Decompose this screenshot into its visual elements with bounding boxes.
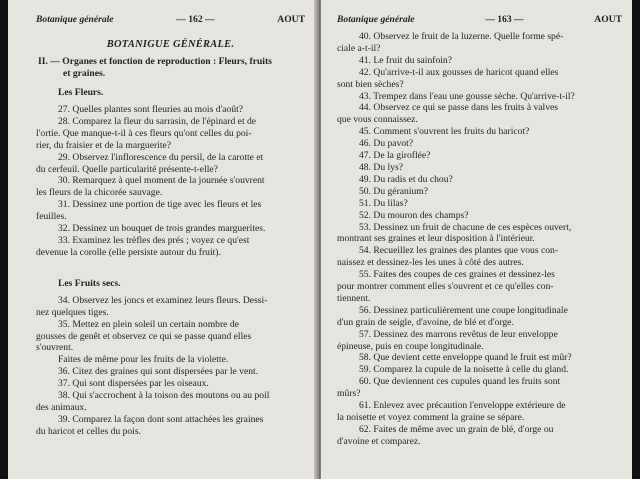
text-line: 28. Comparez la fleur du sarrasin, de l'épinard et de	[58, 115, 257, 127]
text-line: la noisette et voyez comment la graine se sépare.	[337, 412, 525, 423]
left-header-title: Botanique générale	[36, 14, 114, 25]
right-running-head	[337, 14, 622, 25]
text-line: 37. Qui sont dispersées par les oiseaux.	[58, 378, 209, 390]
section-heading-line2: et graines.	[63, 67, 106, 79]
text-line: ciale a-t-il?	[337, 42, 381, 54]
text-line: 52. Du mouron des champs?	[359, 209, 469, 221]
text-line: 61. Enlevez avec précaution l'enveloppe extérieure de	[359, 400, 566, 412]
text-line: naissez et dessinez-les les unes à côté des autres.	[337, 257, 524, 269]
text-line: 36. Citez des graines qui sont dispersées par le vent.	[58, 366, 259, 378]
flowers-questions	[36, 104, 305, 259]
text-line: 48. Du lys?	[359, 161, 403, 173]
section-heading-line1: II. — Organes et fonction de reproduction : Fleurs, fruits	[38, 56, 272, 67]
right-page	[321, 0, 632, 479]
text-line: sont bien sèches?	[337, 78, 404, 90]
text-line: pour montrer comment elles s'ouvrent et ce qu'elles con-	[337, 281, 554, 293]
text-line: 46. Du pavot?	[359, 138, 414, 150]
text-line: 54. Recueillez les graines des plantes que vous con-	[359, 245, 559, 257]
section-heading	[36, 56, 305, 79]
text-line: montrant ses graines et leur disposition à l'intérieur.	[337, 233, 535, 245]
left-page-number: — 162 —	[176, 14, 215, 25]
text-line: 50. Du géranium?	[359, 185, 429, 197]
text-line: mûrs?	[337, 388, 361, 400]
text-line: 41. Le fruit du sainfoin?	[359, 54, 452, 66]
text-line: 29. Observez l'inflorescence du persil, de la carotte et	[58, 151, 264, 163]
text-line: Faites de même pour les fruits de la violette.	[58, 354, 229, 366]
text-line: du haricot et celles du pois.	[36, 425, 141, 437]
left-header-month: AOUT	[277, 14, 305, 25]
chapter-title: BOTANIGUE GÉNÉRALE.	[106, 39, 235, 50]
text-line: tiennent.	[337, 292, 371, 304]
text-line: 47. De la giroflée?	[359, 150, 431, 162]
text-line: 60. Que deviennent ces cupules quand les fruits sont	[359, 376, 561, 388]
text-line: des animaux.	[36, 401, 87, 413]
text-line: d'un grain de seigle, d'avoine, de blé et d'orge.	[337, 316, 514, 328]
text-line: nez quelques tiges.	[36, 306, 109, 318]
text-line: 35. Mettez en plein soleil un certain nombre de	[58, 318, 239, 330]
text-line: 27. Quelles plantes sont fleuries au mois d'août?	[58, 104, 244, 115]
text-line: les fleurs de la chicorée sauvage.	[36, 187, 163, 199]
subhead-fruits: Les Fruits secs.	[58, 277, 121, 289]
right-header-title: Botanique générale	[337, 14, 415, 25]
text-line: l'ortie. Que manque-t-il à ces fleurs qu'ont celles du poi-	[36, 127, 252, 139]
text-line: 62. Faites de même avec un grain de blé, d'orge ou	[359, 423, 554, 435]
text-line: d'avoine et comparez.	[337, 435, 421, 447]
text-line: 59. Comparez la cupule de la noisette à celle du gland.	[359, 364, 569, 376]
text-line: feuilles.	[36, 211, 67, 223]
text-line: 39. Comparez la façon dont sont attachées les graines	[58, 413, 264, 425]
text-line: 43. Trempez dans l'eau une gousse sèche. Qu'arrive-t-il?	[359, 90, 575, 102]
text-line: 53. Dessinez un fruit de chacune de ces espèces ouvert,	[359, 221, 572, 233]
text-line: 33. Examinez les trèfles des prés ; voyez ce qu'est	[58, 234, 250, 246]
text-line: 30. Remarquez à quel moment de la journée s'ouvrent	[58, 175, 265, 187]
left-running-head	[36, 14, 305, 25]
text-line: 34. Observez les joncs et examinez leurs fleurs. Dessi-	[58, 294, 268, 306]
text-line: 31. Dessinez une portion de tige avec les fleurs et les	[58, 199, 262, 211]
right-questions	[337, 31, 622, 448]
text-line: 58. Que devient cette enveloppe quand le fruit est mûr?	[359, 352, 572, 364]
text-line: que vous connaissez.	[337, 114, 418, 126]
text-line: devenue la corolle (elle persiste autour du fruit).	[36, 246, 221, 258]
text-line: rier, du fraisier et de la marguerite?	[36, 139, 172, 151]
right-page-number: — 163 —	[485, 14, 524, 25]
text-line: 32. Dessinez un bouquet de trois grandes marguerites.	[58, 223, 266, 235]
left-page	[8, 0, 317, 479]
text-line: 44. Observez ce qui se passe dans les fruits à valves	[359, 102, 559, 114]
text-line: gousses de genêt et observez ce qui se passe quand elles	[36, 330, 252, 342]
text-line: épineuse, puis en coupe longitudinale.	[337, 340, 484, 352]
text-line: du cerfeuil. Quelle particularité présente-t-elle?	[36, 163, 218, 175]
text-line: 38. Qui s'accrochent à la toison des moutons ou au poil	[58, 390, 270, 402]
text-line: 45. Comment s'ouvrent les fruits du haricot?	[359, 126, 530, 138]
text-line: 40. Observez le fruit de la luzerne. Quelle forme spé-	[359, 31, 564, 42]
text-line: 51. Du lilas?	[359, 197, 408, 209]
right-header-month: AOUT	[594, 14, 622, 25]
text-line: 42. Qu'arrive-t-il aux gousses de haricot quand elles	[359, 66, 559, 78]
text-line: 56. Dessinez particulièrement une coupe longitudinale	[359, 304, 568, 316]
text-line: s'ouvrent.	[36, 342, 74, 354]
subhead-flowers: Les Fleurs.	[58, 87, 104, 98]
text-line: 49. Du radis et du chou?	[359, 173, 453, 185]
text-line: 55. Faites des coupes de ces graines et dessinez-les	[359, 269, 555, 281]
fruits-questions	[36, 295, 305, 438]
text-line: 57. Dessinez des marrons revêtus de leur enveloppe	[359, 328, 558, 340]
